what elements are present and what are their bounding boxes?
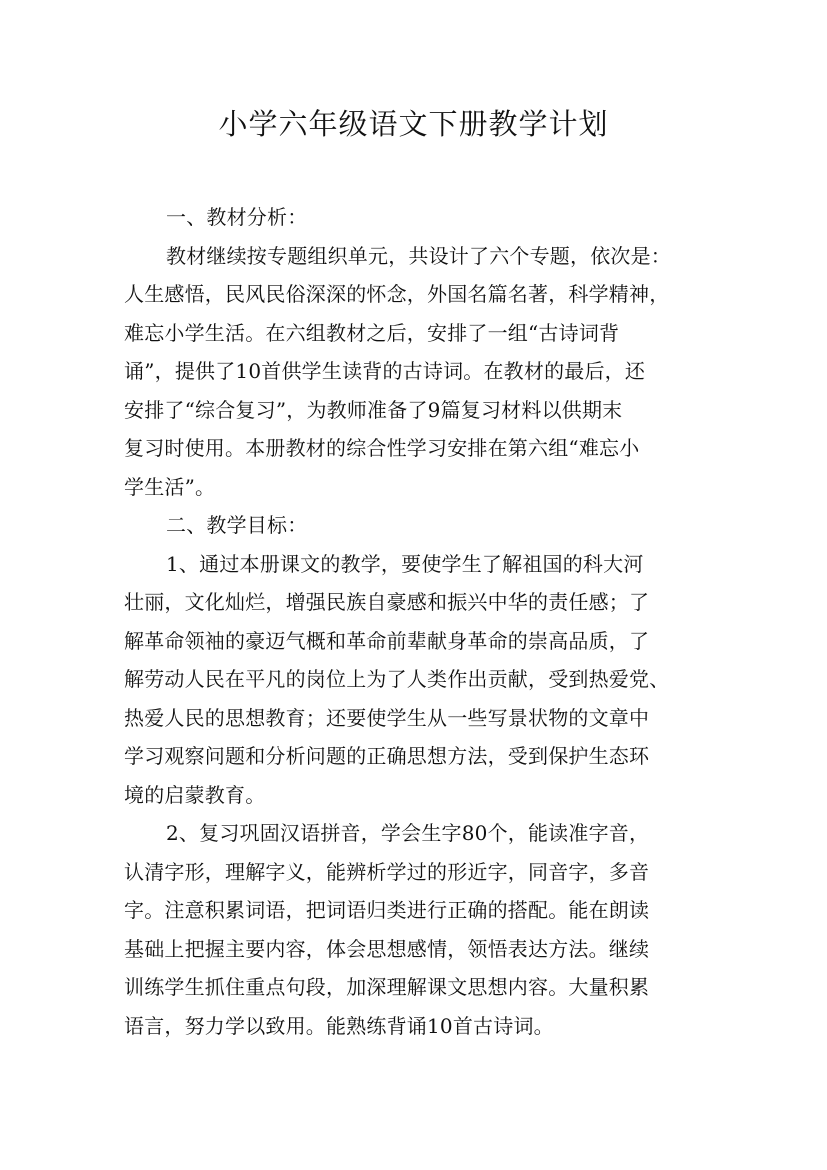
document-title: 小学六年级语文下册教学计划 [218,107,609,141]
paragraph-line: 解劳动人民在平凡的岗位上为了人类作出贡献，受到热爱党、 [124,667,670,691]
paragraph-line: 字。注意积累词语，把词语归类进行正确的搭配。能在朗读 [124,898,650,922]
paragraph-line: 安排了“综合复习”，为教师准备了9篇复习材料以供期末 [124,397,623,422]
paragraph-line: 难忘小学生活。在六组教材之后，安排了一组“古诗词背 [124,320,620,345]
paragraph-line: 热爱人民的思想教育；还要使学生从一些写景状物的文章中 [124,705,650,730]
paragraph-line: 人生感悟，民风民俗深深的怀念，外国名篇名著，科学精神， [124,282,670,306]
paragraph-line: 1、通过本册课文的教学，要使学生了解祖国的科大河 [166,551,644,576]
paragraph-line: 学习观察问题和分析问题的正确思想方法，受到保护生态环 [124,744,650,768]
paragraph-line: 基础上把握主要内容，体会思想感情，领悟表达方法。继续 [124,936,650,961]
paragraph-line: 诵”，提供了10首供学生读背的古诗词。在教材的最后，还 [124,359,646,383]
paragraph-line: 学生活”。 [124,474,216,499]
paragraph-line: 境的启蒙教育。 [124,782,266,807]
paragraph-line: 语言，努力学以致用。能熟练背诵10首古诗词。 [124,1013,554,1038]
paragraph-line: 2、复习巩固汉语拼音，学会生字80个，能读准字音， [166,821,650,845]
paragraph-line: 壮丽，文化灿烂，增强民族自豪感和振兴中华的责任感；了 [124,590,650,614]
document-body [124,198,714,1045]
paragraph-line: 训练学生抓住重点句段，加深理解课文思想内容。大量积累 [124,975,650,999]
paragraph-line: 认清字形，理解字义，能辨析学过的形近字，同音字，多音 [124,859,650,884]
paragraph-line: 教材继续按专题组织单元，共设计了六个专题，依次是： [166,243,671,268]
section-heading-teaching-goals: 二、教学目标： [166,513,308,537]
paragraph-line: 解革命领袖的豪迈气概和革命前辈献身革命的崇高品质，了 [124,628,650,653]
section-heading-textbook-analysis: 一、教材分析： [166,205,308,229]
paragraph-line: 复习时使用。本册教材的综合性学习安排在第六组“难忘小 [124,436,640,460]
